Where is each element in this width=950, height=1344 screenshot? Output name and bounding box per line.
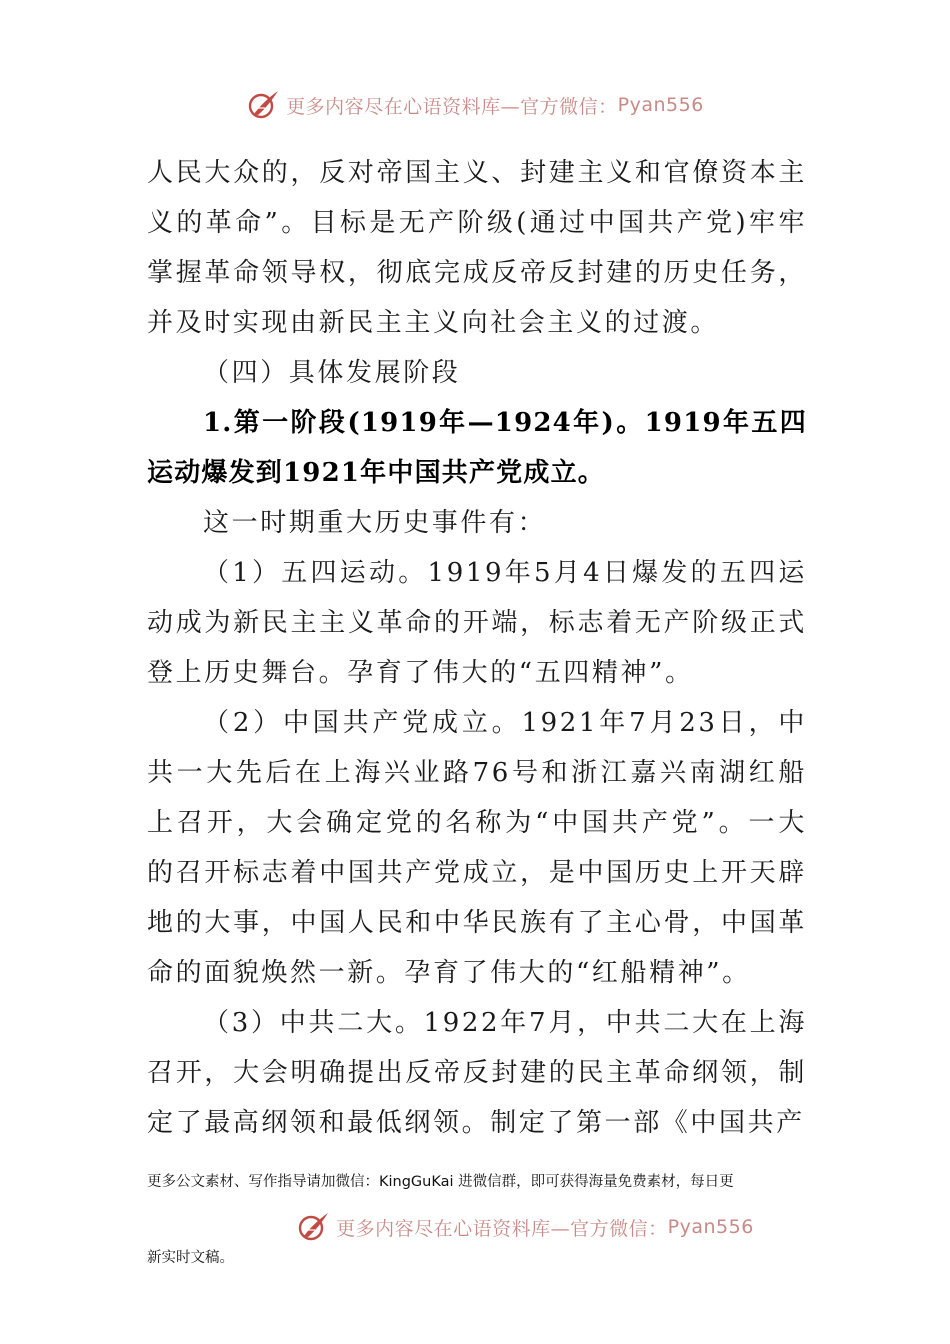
document-body	[147, 148, 807, 1148]
paragraph-events-intro: 这一时期重大历史事件有：	[203, 508, 547, 538]
quill-logo-icon	[246, 88, 280, 122]
paragraph-may-fourth: （1）五四运动。1919年5月4日爆发的五四运动成为新民主主义革命的开端，标志着无产阶级正式登上历史舞台。孕育了伟大的“五四精神”。	[147, 558, 807, 688]
watermark-handle: Pyan556	[617, 94, 704, 116]
paragraph-party-founding: （2）中国共产党成立。1921年7月23日，中共一大先后在上海兴业路76号和浙江嘉兴南湖红船上召开，大会确定党的名称为“中国共产党”。一大的召开标志着中国共产党成立，是中国历史上开天辟地的大事，中国人民和中华民族有了主心骨，中国革命的面貌焕然一新。孕育了伟大的“红船精神”。	[147, 708, 807, 988]
watermark-handle: Pyan556	[667, 1216, 754, 1238]
watermark-text: 更多内容尽在心语资料库—官方微信：	[286, 95, 618, 118]
footer-line-1: 更多公文素材、写作指导请加微信：KingGuKai 进微信群，即可获得海量免费素材，每日更	[147, 1174, 734, 1190]
footer-watermark	[50, 1210, 950, 1244]
paragraph-second-congress: （3）中共二大。1922年7月，中共二大在上海召开，大会明确提出反帝反封建的民主革命纲领，制定了最高纲领和最低纲领。制定了第一部《中国共产	[147, 1008, 807, 1138]
footer-line-2: 新实时文稿。	[147, 1250, 234, 1266]
section-heading: （四）具体发展阶段	[203, 358, 461, 388]
header-watermark	[0, 88, 950, 122]
paragraph-1: 人民大众的，反对帝国主义、封建主义和官僚资本主义的革命”。目标是无产阶级(通过中国共产党)牢牢掌握革命领导权，彻底完成反帝反封建的历史任务，并及时实现由新民主主义向社会主义的过渡。	[147, 158, 807, 338]
stage-heading: 1.第一阶段(1919年—1924年)。1919年五四运动爆发到1921年中国共产党成立。	[147, 408, 807, 488]
watermark-text: 更多内容尽在心语资料库—官方微信：	[336, 1217, 668, 1240]
quill-logo-icon	[296, 1210, 330, 1244]
